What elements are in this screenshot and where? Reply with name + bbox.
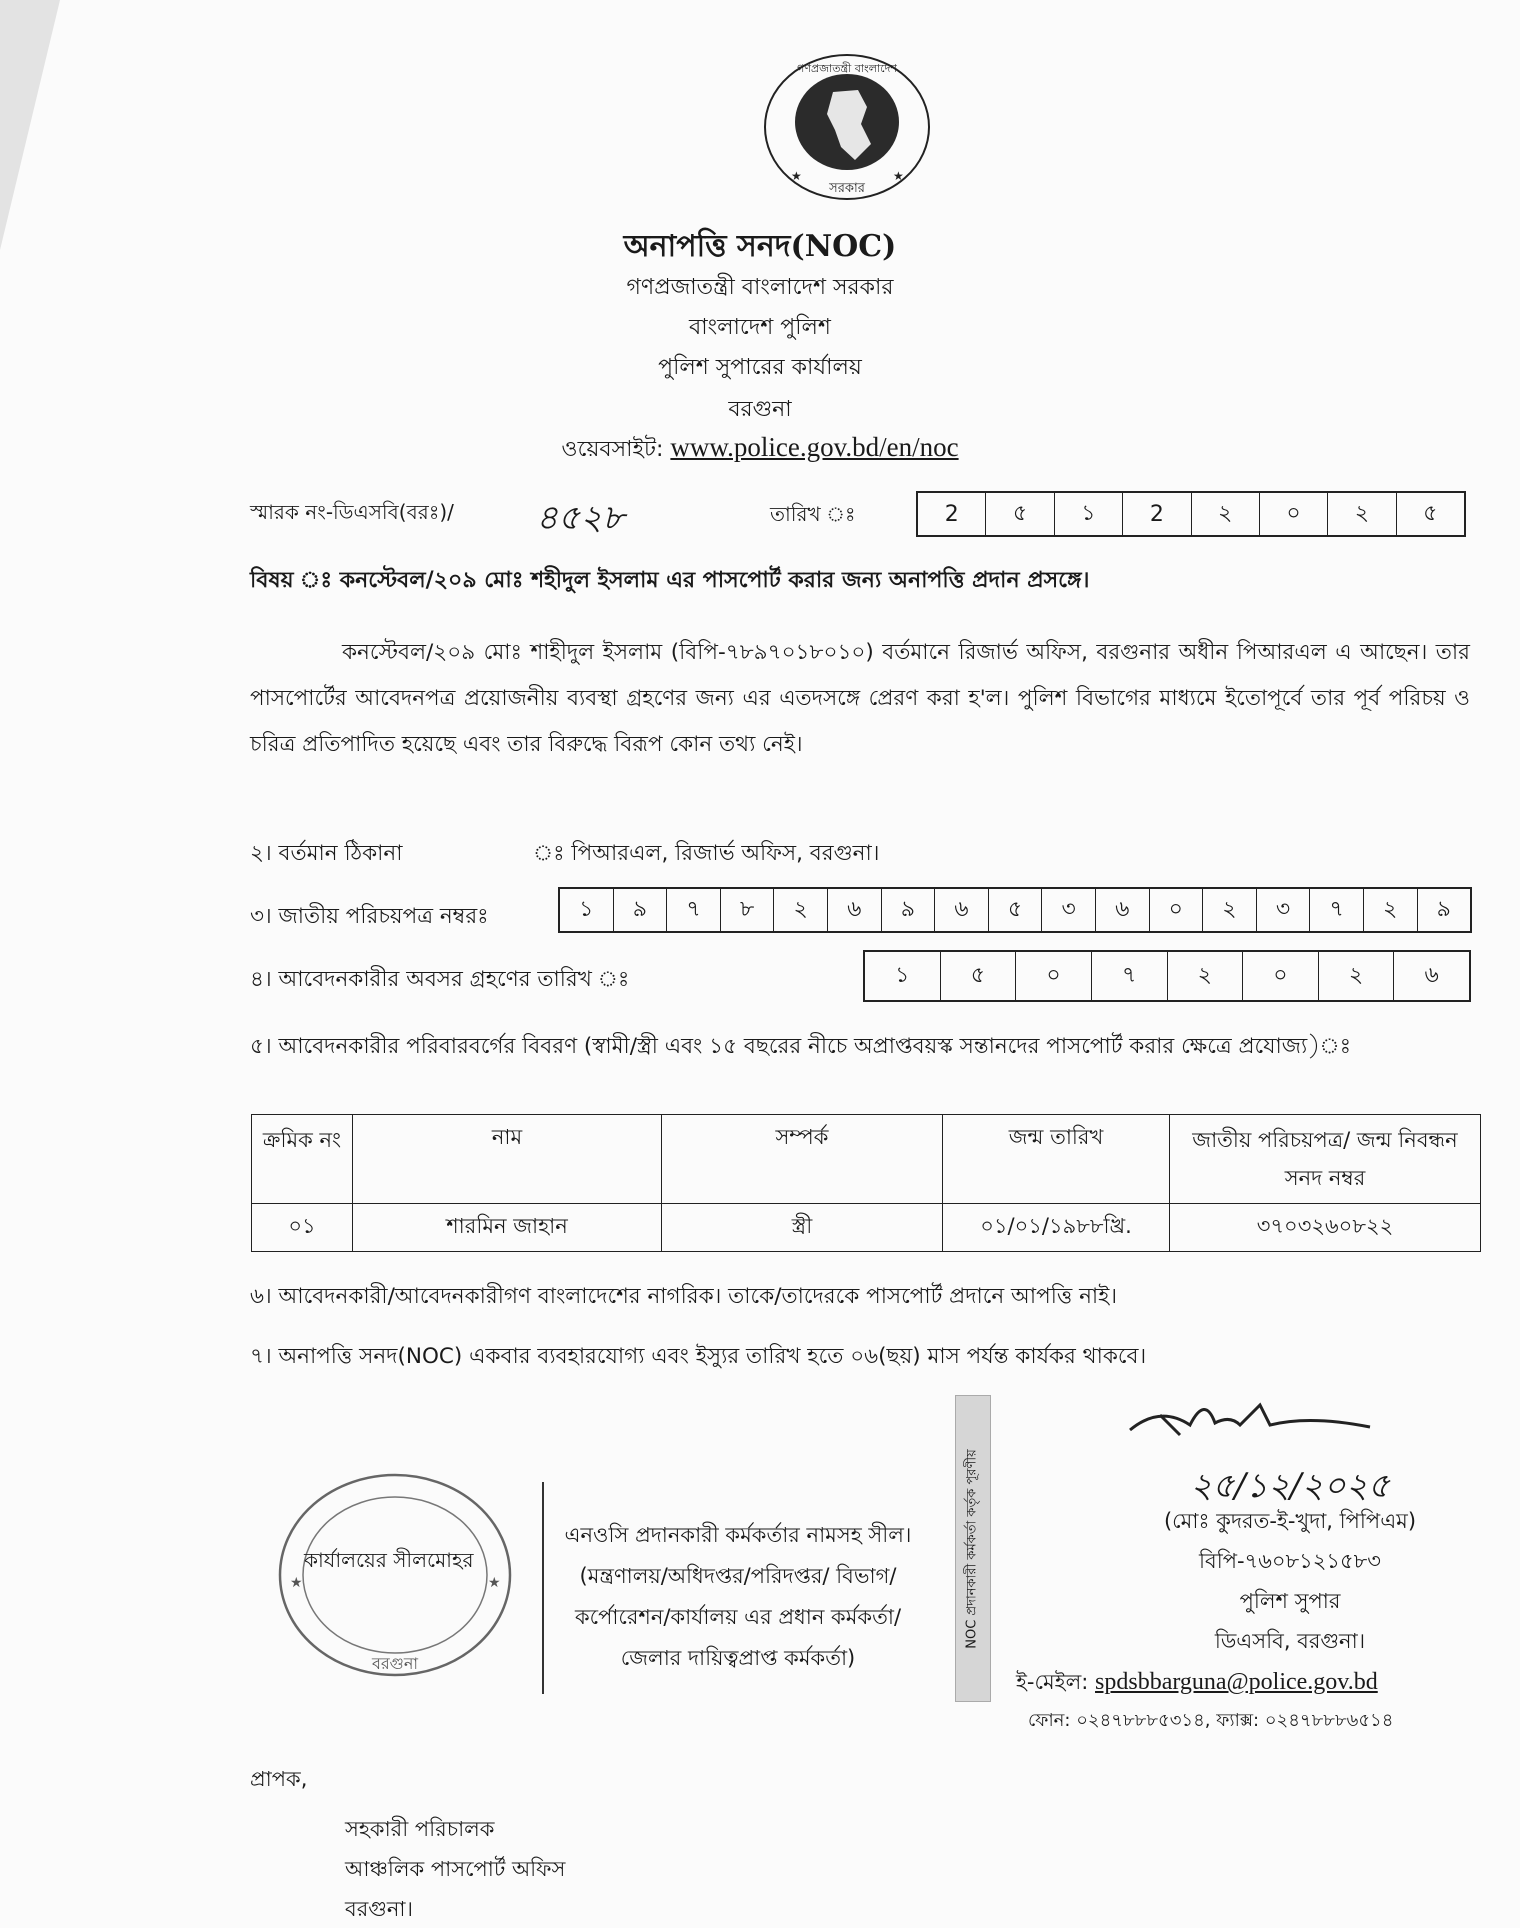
date-digit: 2	[1123, 493, 1191, 535]
col-birthdate: জন্ম তারিখ	[943, 1115, 1170, 1204]
website-label: ওয়েবসাইট:	[561, 437, 664, 462]
date-digit: ৫	[1423, 500, 1438, 526]
nid-label: ৩। জাতীয় পরিচয়পত্র নম্বরঃ	[250, 904, 489, 929]
item-7: ৭। অনাপত্তি সনদ(NOC) একবার ব্যবহারযোগ্য এবং ইস্যুর তারিখ হতে ০৬(ছয়) মাস পর্যন্ত কার্যকর থাকবে।	[250, 1344, 1147, 1369]
nid-digit: ৯	[882, 889, 936, 931]
email-line	[1016, 1666, 1378, 1701]
retire-date-digit: ২	[1319, 952, 1395, 1000]
family-table-header	[252, 1115, 1481, 1204]
officer-designation: পুলিশ সুপার	[1239, 1589, 1341, 1613]
nid-digit: ৮	[721, 889, 775, 931]
cell-nid: ৩৭০৩২৬০৮২২	[1170, 1204, 1481, 1252]
nid-digit: ২	[1364, 889, 1418, 931]
retire-date-digit: ০	[1016, 952, 1092, 1000]
officer-bp: বিপি-৭৬০৮১২১৫৮৩	[1199, 1549, 1381, 1573]
nid-digit: ৬	[1096, 889, 1150, 931]
nid-digit: ৭	[667, 889, 721, 931]
nid-digit: ৬	[828, 889, 882, 931]
header-line-2: বাংলাদেশ পুলিশ	[689, 315, 831, 340]
svg-text:বরগুনা: বরগুনা	[371, 1654, 419, 1673]
date-digit: ২	[1328, 493, 1396, 535]
website-link[interactable]: www.police.gov.bd/en/noc	[670, 432, 959, 462]
nid-digit: ৭	[1310, 889, 1364, 931]
officer-note: এনওসি প্রদানকারী কর্মকর্তার নামসহ সীল। (মন্ত্রণালয়/অধিদপ্তর/পরিদপ্তর/ বিভাগ/কর্পোরেশন/কার্যালয় এর প্রধান কর্মকর্তা/জেলার দায়িত্বপ্রাপ্ত কর্মকর্তা)	[564, 1523, 912, 1670]
email-link[interactable]: spdsbbarguna@police.gov.bd	[1095, 1669, 1378, 1695]
retire-date-digit: ৭	[1092, 952, 1168, 1000]
recipient-line-3: বরগুনা।	[345, 1897, 413, 1921]
office-seal-label: কার্যালয়ের সীলমোহর	[304, 1548, 474, 1572]
signature-mark	[1120, 1375, 1380, 1455]
table-row	[252, 1204, 1481, 1252]
svg-text:গণপ্রজাতন্ত্রী বাংলাদেশ: গণপ্রজাতন্ত্রী বাংলাদেশ	[797, 62, 897, 75]
nid-digit: ২	[1203, 889, 1257, 931]
nid-digit: ৩	[1257, 889, 1311, 931]
nid-digit: ৯	[1436, 896, 1451, 922]
address-value: ঃ পিআরএল, রিজার্ভ অফিস, বরগুনা।	[533, 841, 880, 866]
header-line-1: গণপ্রজাতন্ত্রী বাংলাদেশ সরকার	[626, 275, 894, 300]
family-intro: ৫। আবেদনকারীর পরিবারবর্গের বিবরণ (স্বামী/স্ত্রী এবং ১৫ বছরের নীচে অপ্রাপ্তবয়স্ক সন্তানদের পাসপোর্ট করার ক্ষেত্রে প্রযোজ্য)ঃ	[250, 1034, 1352, 1059]
nid-digit: ২	[774, 889, 828, 931]
paper-fold-shadow	[0, 0, 60, 250]
svg-text:★: ★	[488, 1575, 501, 1591]
website-line	[0, 432, 1520, 469]
col-serial: ক্রমিক নং	[252, 1115, 353, 1204]
recipient-line-1: সহকারী পরিচালক	[345, 1817, 495, 1841]
col-relation: সম্পর্ক	[662, 1115, 943, 1204]
date-digit: 2	[918, 493, 986, 535]
nid-digit: ১	[560, 889, 614, 931]
nid-digit: ৫	[989, 889, 1043, 931]
col-name: নাম	[353, 1115, 662, 1204]
seal-divider	[542, 1482, 544, 1694]
signature-date-handwritten: ২৫/১২/২০২৫	[1190, 1466, 1390, 1506]
item-6: ৬। আবেদনকারী/আবেদনকারীগণ বাংলাদেশের নাগরিক। তাকে/তাদেরকে পাসপোর্ট প্রদানে আপত্তি নাই।	[250, 1284, 1118, 1309]
phone-fax: ফোন: ০২৪৭৮৮৮৫৩১৪, ফ্যাক্স: ০২৪৭৮৮৮৬৫১৪	[1028, 1710, 1394, 1731]
cell-name: শারমিন জাহান	[353, 1204, 662, 1252]
body-paragraph: কনস্টেবল/২০৯ মোঃ শাহীদুল ইসলাম (বিপি-৭৮৯৭০১৮০১০) বর্তমানে রিজার্ভ অফিস, বরগুনার অধীন পিআরএল এ আছেন। তার পাসপোর্টের আবেদনপত্র প্রয়োজনীয় ব্যবস্থা গ্রহণের জন্য এর এতদসঙ্গে প্রেরণ করা হ'ল। পুলিশ বিভাগের মাধ্যমে ইতোপূর্বে তার পূর্ব পরিচয় ও চরিত্র প্রতিপাদিত হয়েছে এবং তার বিরুদ্ধে বিরূপ কোন তথ্য নেই।	[250, 640, 1470, 757]
date-label: তারিখ ঃ	[770, 502, 856, 526]
date-digit: ০	[1260, 493, 1328, 535]
nid-boxes	[558, 887, 1472, 933]
vertical-strip	[955, 1395, 991, 1702]
memo-number-handwritten: ৪৫২৮	[536, 498, 625, 538]
retire-date-boxes	[863, 950, 1471, 1002]
family-table	[251, 1114, 1481, 1252]
svg-text:★: ★	[791, 169, 802, 183]
header-line-3: পুলিশ সুপারের কার্যালয়	[658, 355, 862, 380]
date-digit: ৫	[986, 493, 1054, 535]
subject-line: বিষয় ঃ কনস্টেবল/২০৯ মোঃ শহীদুল ইসলাম এর পাসপোর্ট করার জন্য অনাপত্তি প্রদান প্রসঙ্গে।	[250, 568, 1090, 593]
recipient-label: প্রাপক,	[250, 1767, 308, 1791]
recipient-line-2: আঞ্চলিক পাসপোর্ট অফিস	[345, 1857, 566, 1881]
officer-office: ডিএসবি, বরগুনা।	[1214, 1629, 1366, 1653]
vertical-strip-text: NOC প্রদানকারী কর্মকর্তা কর্তৃক পূরণীয়	[964, 1448, 980, 1649]
nid-digit: ০	[1150, 889, 1204, 931]
retire-date-digit: ৫	[941, 952, 1017, 1000]
email-label: ই-মেইল:	[1016, 1670, 1089, 1694]
retire-date-digit: ৬	[1424, 962, 1439, 988]
retire-date-digit: ০	[1243, 952, 1319, 1000]
document-title: অনাপত্তি সনদ(NOC)	[623, 229, 897, 264]
officer-name: (মোঃ কুদরত-ই-খুদা, পিপিএম)	[1163, 1509, 1417, 1533]
nid-digit: ৩	[1042, 889, 1096, 931]
cell-birthdate: ০১/০১/১৯৮৮খ্রি.	[943, 1204, 1170, 1252]
cell-serial: ০১	[252, 1204, 353, 1252]
col-nid: জাতীয় পরিচয়পত্র/ জন্ম নিবন্ধন সনদ নম্বর	[1170, 1115, 1481, 1204]
svg-text:★: ★	[290, 1575, 303, 1591]
nid-digit: ৬	[935, 889, 989, 931]
government-seal	[763, 52, 931, 202]
nid-digit: ৯	[614, 889, 668, 931]
cell-relation: স্ত্রী	[662, 1204, 943, 1252]
retire-date-digit: ২	[1168, 952, 1244, 1000]
date-boxes	[916, 491, 1466, 537]
svg-text:সরকার: সরকার	[829, 181, 865, 196]
memo-label: স্মারক নং-ডিএসবি(বরঃ)/	[250, 500, 454, 524]
svg-text:★: ★	[893, 169, 904, 183]
address-label: ২। বর্তমান ঠিকানা	[250, 841, 403, 866]
date-digit: ২	[1192, 493, 1260, 535]
header-line-4: বরগুনা	[728, 397, 792, 422]
retire-date-label: ৪। আবেদনকারীর অবসর গ্রহণের তারিখ ঃ	[250, 967, 630, 992]
retire-date-digit: ১	[865, 952, 941, 1000]
date-digit: ১	[1055, 493, 1123, 535]
